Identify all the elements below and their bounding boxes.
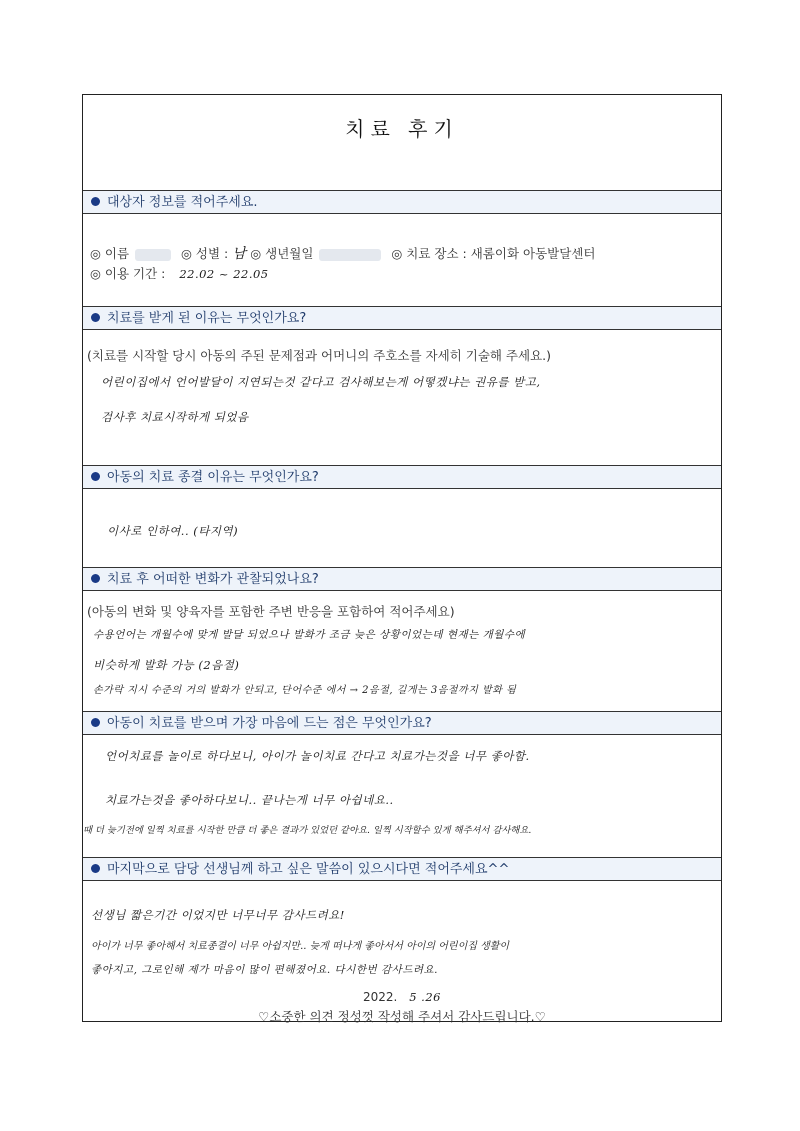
bullet-icon <box>91 574 100 583</box>
favorite-answer-line-3: 때 더 늦기전에 일찍 치료를 시작한 만큼 더 좋은 결과가 있었던 같아요. 일찍 시작할수 있게 해주셔서 감사해요. <box>83 825 532 836</box>
change-instruction: (아동의 변화 및 양육자를 포함한 주변 반응을 포함하여 적어주세요) <box>87 604 455 619</box>
name-label: ◎ 이름 <box>90 246 130 261</box>
change-answer-line-1: 수용언어는 개월수에 맞게 발달 되었으나 발화가 조금 늦은 상황이었는데 현재는 개월수에 <box>93 629 526 641</box>
change-answer-line-3: 손가락 지시 수준의 거의 발화가 안되고, 단어수준 에서 → 2음절, 길게는 3음절까지 발화 됨 <box>93 685 517 696</box>
bullet-icon <box>91 864 100 873</box>
section-header-change: 치료 후 어떠한 변화가 관찰되었나요? <box>83 567 721 591</box>
section-header-favorite: 아동이 치료를 받으며 가장 마음에 드는 점은 무엇인가요? <box>83 711 721 735</box>
favorite-answer-line-2: 치료가는것을 좋아하다보니.. 끝나는게 너무 아쉽네요.. <box>105 793 394 807</box>
period-value: 22.02 ~ 22.05 <box>179 267 269 281</box>
reason-answer-line-2: 검사후 치료시작하게 되었음 <box>101 410 249 424</box>
period-label: ◎ 이용 기간 : <box>90 266 166 281</box>
review-form <box>82 94 722 1022</box>
favorite-answer-line-1: 언어치료를 놀이로 하다보니, 아이가 놀이치료 간다고 치료가는것을 너무 좋아함. <box>105 749 530 763</box>
reason-instruction: (치료를 시작할 당시 아동의 주된 문제점과 어머니의 주호소를 자세히 기술해 주세요.) <box>87 348 552 363</box>
bullet-icon <box>91 197 100 206</box>
change-answer-line-2: 비슷하게 발화 가능 (2음절) <box>93 658 240 672</box>
termination-answer: 이사로 인하여.. (타지역) <box>107 524 239 538</box>
thank-you-note: ♡소중한 의견 정성껏 작성해 주셔서 감사드립니다.♡ <box>258 1009 546 1024</box>
submission-date: 2022. 5 .26 <box>363 990 441 1004</box>
section-header-info: 대상자 정보를 적어주세요. <box>83 190 721 214</box>
date-handwritten: 5 .26 <box>409 990 441 1004</box>
bullet-icon <box>91 718 100 727</box>
section-header-message: 마지막으로 담당 선생님께 하고 싶은 말씀이 있으시다면 적어주세요^^ <box>83 857 721 881</box>
section-header-termination: 아동의 치료 종결 이유는 무엇인가요? <box>83 465 721 489</box>
section-header-reason: 치료를 받게 된 이유는 무엇인가요? <box>83 306 721 330</box>
gender-label: ◎ 성별 : <box>181 246 229 261</box>
info-row-1 <box>90 243 595 263</box>
form-title: 치료 후기 <box>345 117 459 141</box>
info-row-2 <box>90 264 269 282</box>
gender-value: 남 <box>232 246 247 262</box>
message-answer-line-1: 선생님 짧은기간 이었지만 너무너무 감사드려요! <box>91 908 345 922</box>
bullet-icon <box>91 472 100 481</box>
bullet-icon <box>91 313 100 322</box>
place-label: ◎ 치료 장소 : 새롬이화 아동발달센터 <box>391 246 596 261</box>
redacted-name <box>135 249 171 261</box>
birth-label: ◎ 생년월일 <box>250 246 314 261</box>
message-answer-line-3: 좋아지고, 그로인해 제가 마음이 많이 편해졌어요. 다시한번 감사드려요. <box>91 964 439 976</box>
redacted-birthdate <box>319 249 381 261</box>
message-answer-line-2: 아이가 너무 좋아해서 치료종결이 너무 아쉽지만.. 늦게 떠나게 좋아서서 아이의 어린이집 생활이 <box>91 941 510 952</box>
reason-answer-line-1: 어린이집에서 언어발달이 지연되는것 같다고 검사해보는게 어떻겠냐는 권유를 받고, <box>101 375 541 389</box>
